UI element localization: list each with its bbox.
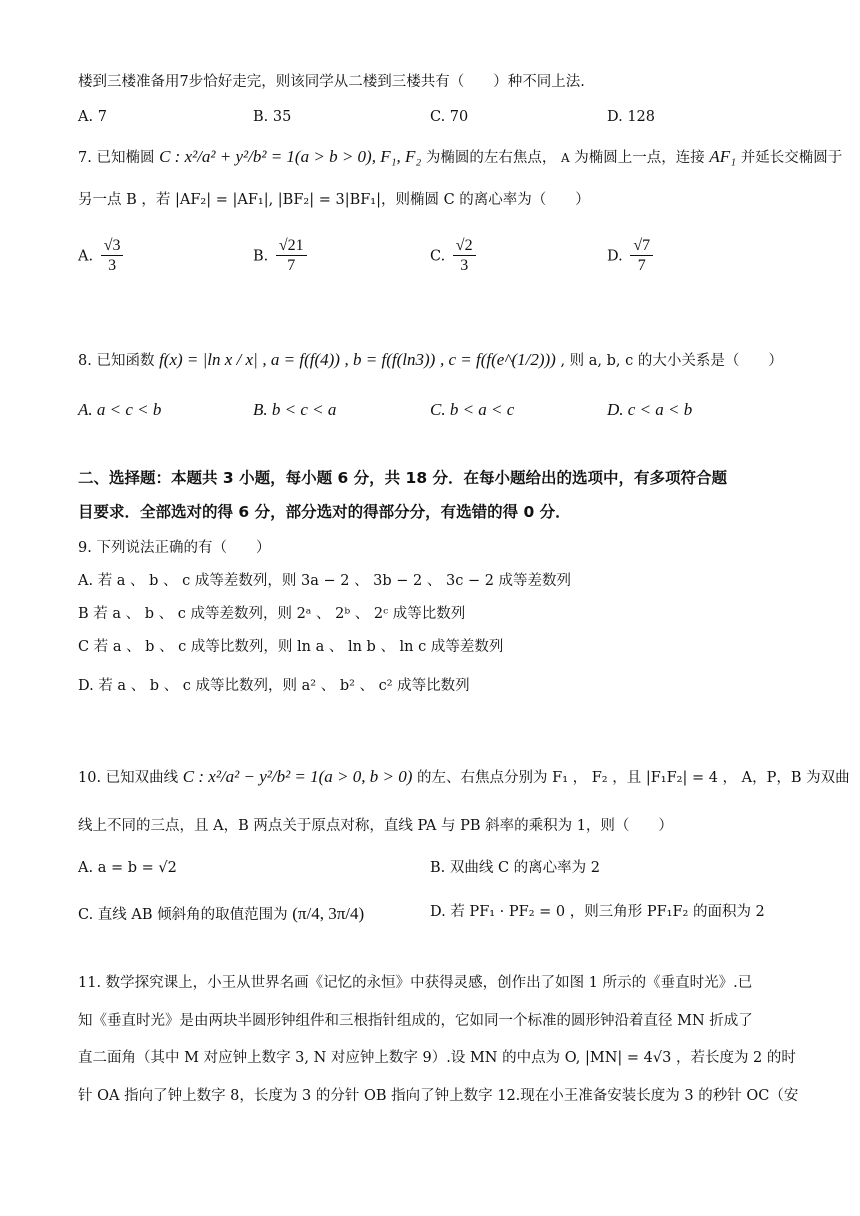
q7-option-d: D. $\frac{√7}{7}$ <box>607 236 656 277</box>
q8-option-a: A. a < c < b <box>78 400 162 419</box>
q10-hyperbola-equation: C : x²/a² − y²/b² = 1(a > 0, b > 0) <box>182 767 413 786</box>
q9-stem: 9. 下列说法正确的有（ ） <box>78 540 271 556</box>
q8-option-d: D. c < a < b <box>607 400 693 419</box>
q10-number: 10. 已知双曲线 <box>78 770 179 786</box>
q8-c-def: , c = f(f(e^(1/2))) <box>439 350 556 369</box>
q8-b-def: , b = f(f(ln3)) <box>344 350 436 369</box>
q8-stem <box>78 350 783 370</box>
q6-option-c: C. 70 <box>430 109 469 125</box>
q7-text-extend: 并延长交椭圆于 <box>740 150 843 166</box>
q10-option-d: D. 若 PF₁ · PF₂ = 0 ，则三角形 PF₁F₂ 的面积为 2 <box>430 904 765 920</box>
q7-segment-af1: AF₁ <box>709 147 737 166</box>
q7-number: 7. 已知椭圆 <box>78 150 155 166</box>
q11-stem-line2: 知《垂直时光》是由两块半圆形钟组件和三根指针组成的，它如同一个标准的圆形钟沿着直径 MN 折成了 <box>78 1013 753 1029</box>
section2-heading-line2: 目要求．全部选对的得 6 分，部分选对的得部分分，有选错的得 0 分． <box>78 503 571 521</box>
q7-option-b: B. $\frac{√21}{7}$ <box>253 236 310 277</box>
q9-option-a: A. 若 a 、 b 、 c 成等差数列，则 3a − 2 、 3b − 2 、 3c − 2 成等差数列 <box>78 573 572 589</box>
q10-option-b: B. 双曲线 C 的离心率为 2 <box>430 860 601 876</box>
q7-option-d-fraction: $\frac{√7}{7}$ <box>630 236 653 277</box>
q11-stem-line4: 针 OA 指向了钟上数字 8，长度为 3 的分针 OB 指向了钟上数字 12.现在小王准备安装长度为 3 的秒针 OC（安 <box>78 1088 799 1104</box>
q9-option-d: D. 若 a 、 b 、 c 成等比数列，则 a² 、 b² 、 c² 成等比数列 <box>78 678 470 694</box>
q8-question: , 则 a, b, c 的大小关系是（ ） <box>560 353 783 369</box>
q7-option-a: A. $\frac{√3}{3}$ <box>78 236 126 277</box>
q6-stem-tail: 楼到三楼准备用7步恰好走完，则该同学从二楼到三楼共有（ ）种不同上法. <box>78 74 585 90</box>
section2-heading-line1: 二、选择题：本题共 3 小题，每小题 6 分，共 18 分．在每小题给出的选项中，有多项符合题 <box>78 469 728 487</box>
q11-stem-line1: 11. 数学探究课上，小王从世界名画《记忆的永恒》中获得灵感，创作出了如图 1 所示的《垂直时光》.已 <box>78 975 753 991</box>
q7-option-b-fraction: $\frac{√21}{7}$ <box>276 236 307 277</box>
q7-text-point: 为椭圆上一点，连接 <box>574 150 705 166</box>
q7-option-a-fraction: $\frac{√3}{3}$ <box>101 236 124 277</box>
q10-option-c-range: (π/4, 3π/4) <box>292 904 365 923</box>
q9-option-c: C 若 a 、 b 、 c 成等比数列，则 ln a 、 ln b 、 ln c 成等差数列 <box>78 639 504 655</box>
q7-text-foci: 为椭圆的左右焦点， <box>425 150 557 166</box>
q9-option-b: B 若 a 、 b 、 c 成等差数列，则 2ᵃ 、 2ᵇ 、 2ᶜ 成等比数列 <box>78 606 466 622</box>
q10-option-a: A. a = b = √2 <box>78 860 177 876</box>
q8-a-def: , a = f(f(4)) <box>262 350 340 369</box>
q8-number: 8. 已知函数 <box>78 353 155 369</box>
q10-stem-line2: 线上不同的三点，且 A，B 两点关于原点对称，直线 PA 与 PB 斜率的乘积为 1，则（ ） <box>78 818 673 834</box>
q10-stem-line1 <box>78 767 850 787</box>
q8-option-b: B. b < c < a <box>253 400 337 419</box>
q7-ellipse-equation: C : x²/a² + y²/b² = 1(a > b > 0), F₁, F₂ <box>159 147 422 166</box>
q8-function: f(x) = |ln x / x| <box>159 350 258 369</box>
q10-option-c: C. 直线 AB 倾斜角的取值范围为 (π/4, 3π/4) <box>78 904 365 923</box>
q7-stem-line2: 另一点 B ，若 |AF₂| = |AF₁|, |BF₂| = 3|BF₁|，则椭圆 C 的离心率为（ ） <box>78 192 590 208</box>
q7-point-a: A <box>561 151 570 165</box>
q6-option-d: D. 128 <box>607 109 656 125</box>
q10-text-foci: 的左、右焦点分别为 F₁ ， F₂ ，且 |F₁F₂| = 4 ， A，P，B 为双曲 <box>417 770 850 786</box>
q7-option-c: C. $\frac{√2}{3}$ <box>430 236 479 277</box>
q7-option-c-fraction: $\frac{√2}{3}$ <box>453 236 476 277</box>
q11-stem-line3: 直二面角（其中 M 对应钟上数字 3, N 对应钟上数字 9）.设 MN 的中点为 O, |MN| = 4√3 ，若长度为 2 的时 <box>78 1050 796 1066</box>
q7-stem-line1 <box>78 147 842 167</box>
q8-option-c: C. b < a < c <box>430 400 515 419</box>
q6-option-b: B. 35 <box>253 109 292 125</box>
q6-option-a: A. 7 <box>78 109 107 125</box>
